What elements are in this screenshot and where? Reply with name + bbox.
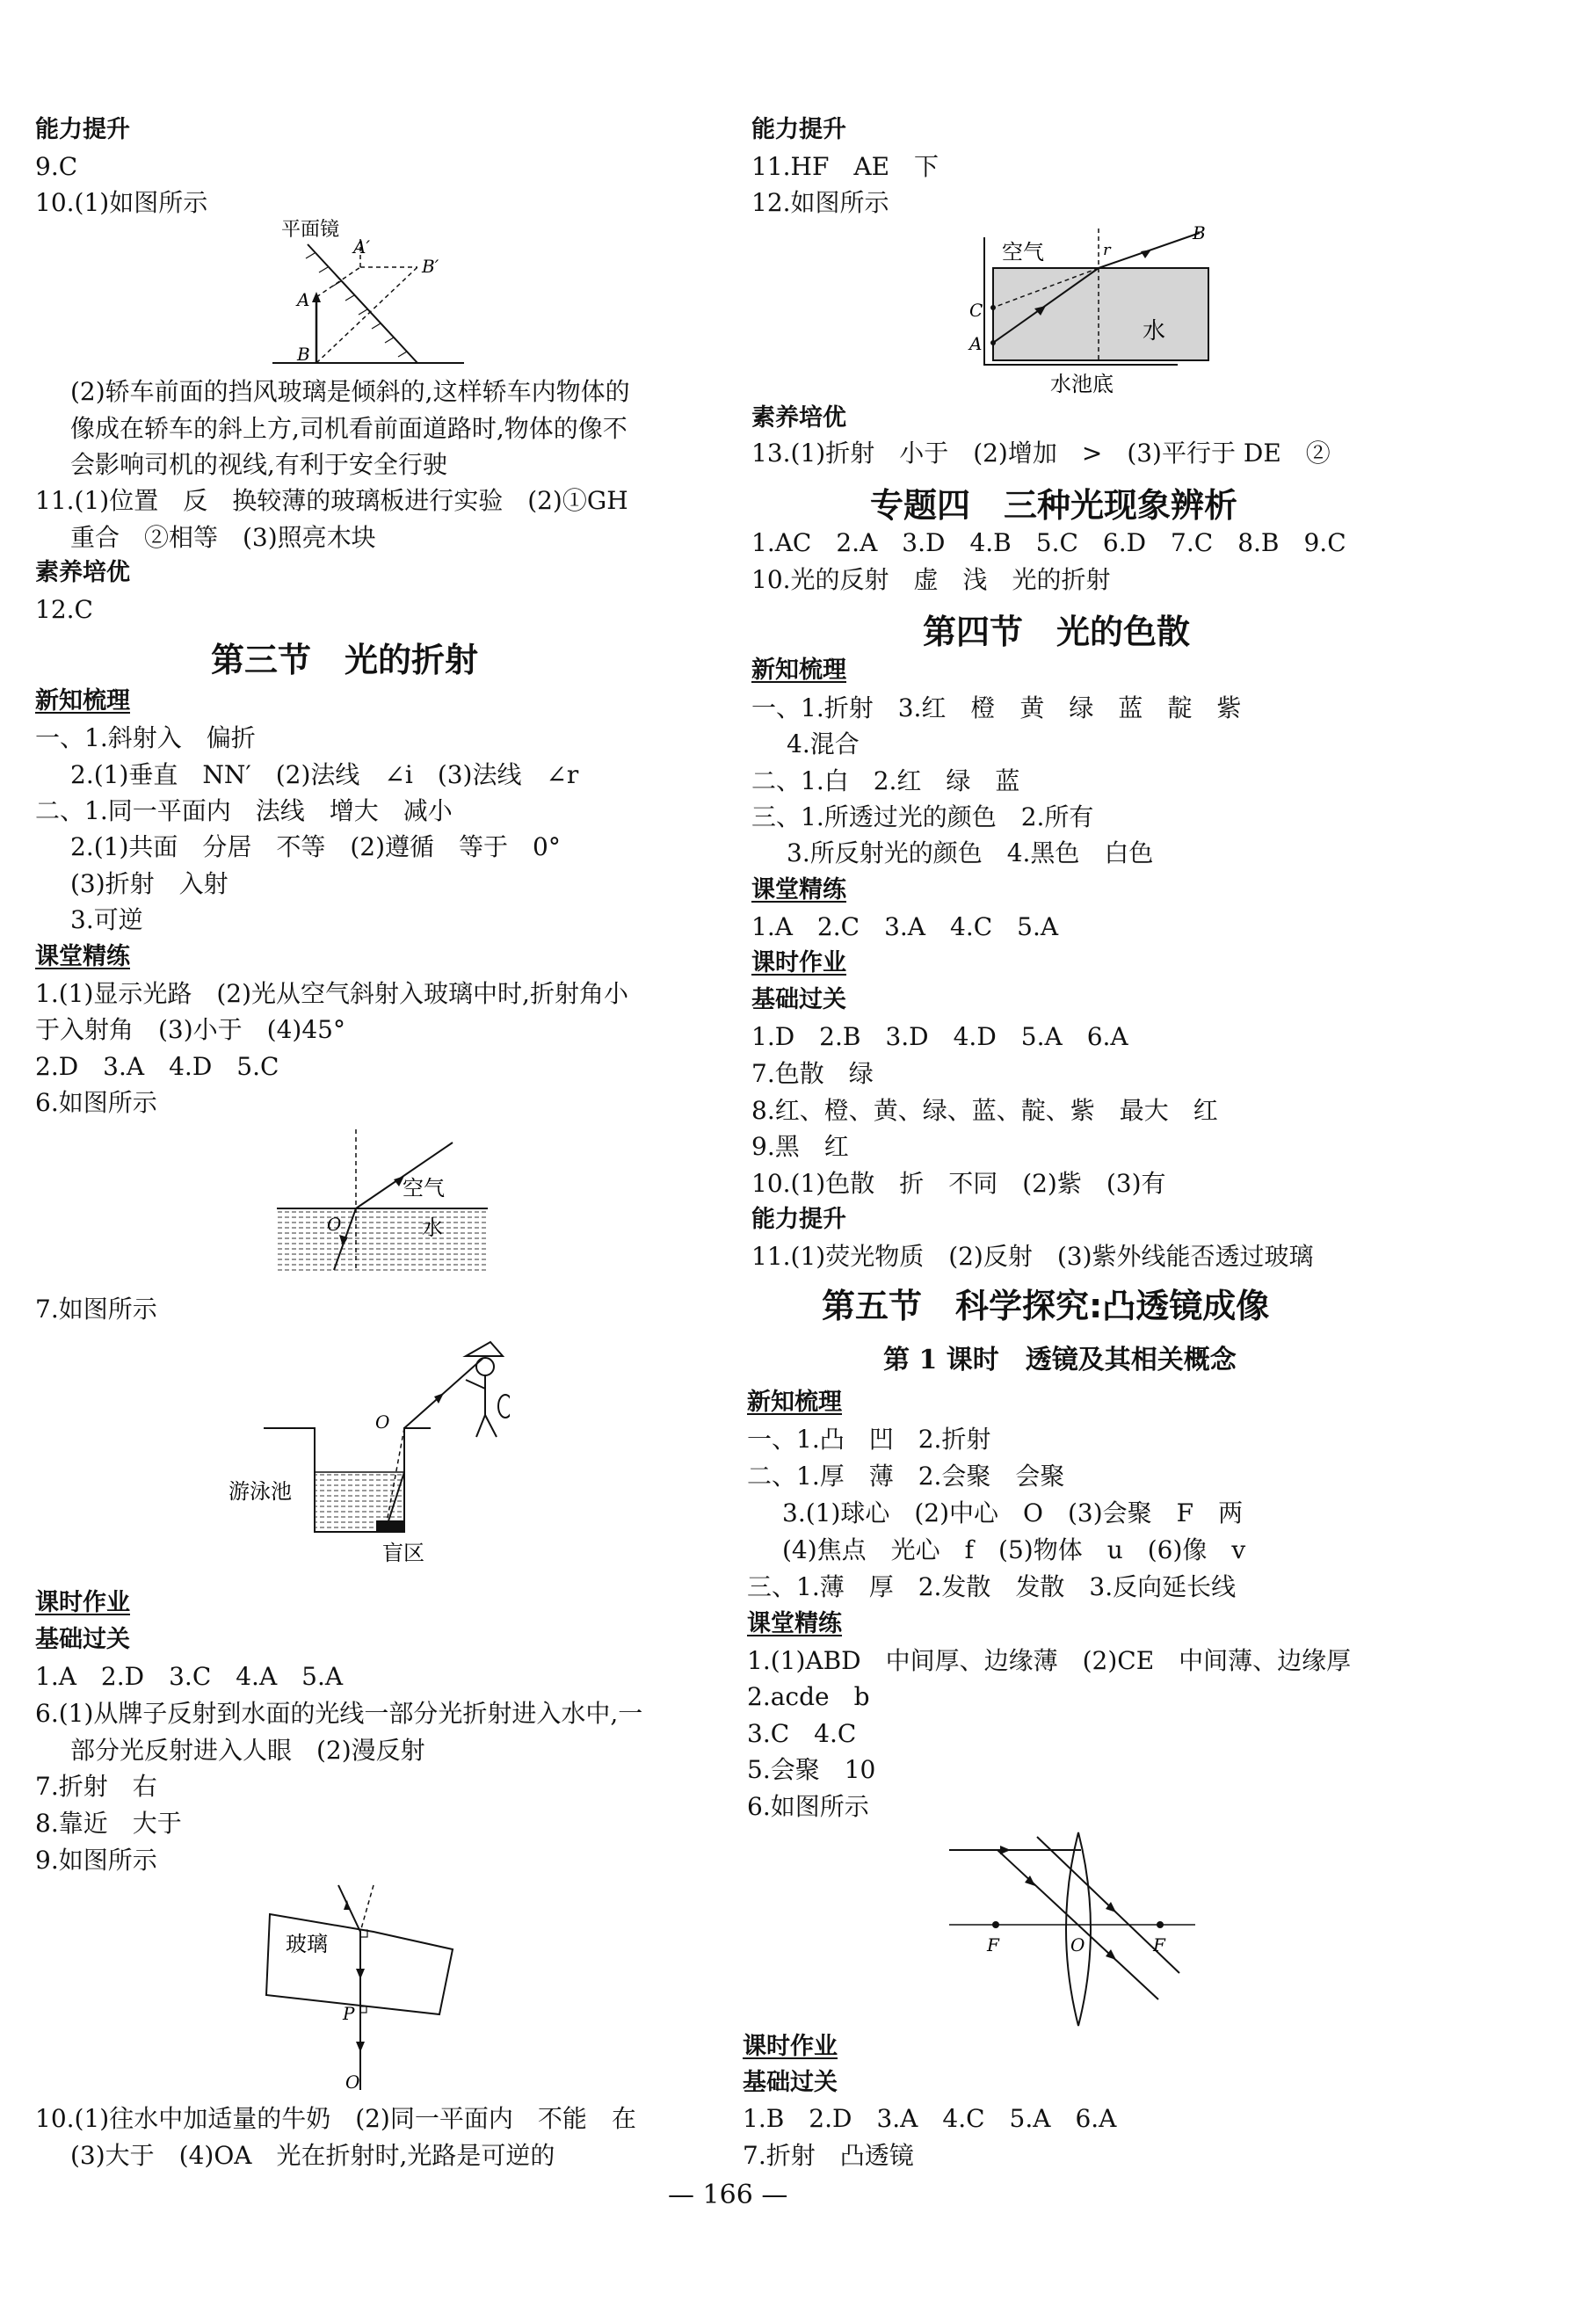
refraction-diagram xyxy=(264,1125,501,1274)
air-label: 空气 xyxy=(1002,240,1044,265)
answer-line: 10.光的反射 虚 浅 光的折射 xyxy=(751,565,1111,594)
b-prime-label: B′ xyxy=(422,256,439,277)
answer-line: 三、1.薄 厚 2.发散 发散 3.反向延长线 xyxy=(747,1572,1237,1601)
answer-line: 9.黑 红 xyxy=(751,1132,849,1161)
answer-line: 1.AC 2.A 3.D 4.B 5.C 6.D 7.C 8.B 9.C xyxy=(751,528,1346,557)
a-label: A xyxy=(969,333,983,354)
section-heading: 基础过关 xyxy=(743,2069,838,2096)
answer-line: 三、1.所透过光的颜色 2.所有 xyxy=(751,802,1094,831)
answer-line: 3.C 4.C xyxy=(747,1719,857,1748)
answer-line: 重合 ②相等 (3)照亮木块 xyxy=(70,523,376,552)
answer-line: 像成在轿车的斜上方,司机看前面道路时,物体的像不 xyxy=(70,414,628,443)
mirror-label: 平面镜 xyxy=(281,219,340,241)
section-heading: 基础过关 xyxy=(751,986,846,1013)
section-heading: 素养培优 xyxy=(751,404,846,432)
answer-line: 一、1.凸 凹 2.折射 xyxy=(747,1425,991,1454)
r-label: r xyxy=(1103,241,1111,259)
o-label: O xyxy=(1070,1934,1085,1955)
pool-bottom-label: 水池底 xyxy=(1050,372,1114,395)
answer-line: (3)折射 入射 xyxy=(70,869,229,898)
page-number: — 166 — xyxy=(668,2180,788,2210)
section-heading: 课堂精练 xyxy=(751,876,846,903)
water-tank-diagram xyxy=(962,220,1226,395)
section-heading: 课堂精练 xyxy=(747,1610,842,1637)
answer-line: 1.(1)显示光路 (2)光从空气斜射入玻璃中时,折射角小 xyxy=(35,979,628,1008)
answer-line: 7.色散 绿 xyxy=(751,1059,874,1088)
section-heading: 新知梳理 xyxy=(35,687,130,715)
section-heading: 课时作业 xyxy=(743,2033,838,2060)
answer-line: 2.acde b xyxy=(747,1682,870,1711)
answer-line: 13.(1)折射 小于 (2)增加 > (3)平行于 DE ② xyxy=(751,439,1331,468)
water-label: 水 xyxy=(422,1215,443,1240)
answer-line: 4.混合 xyxy=(787,729,860,758)
answer-line: 2.D 3.A 4.D 5.C xyxy=(35,1052,279,1081)
answer-line: 8.红、橙、黄、绿、蓝、靛、紫 最大 红 xyxy=(751,1096,1218,1125)
answer-line: 一、1.斜射入 偏折 xyxy=(35,723,256,752)
answer-line: 1.(1)ABD 中间厚、边缘薄 (2)CE 中间薄、边缘厚 xyxy=(747,1646,1352,1675)
section-heading: 课堂精练 xyxy=(35,943,130,970)
section-heading: 课时作业 xyxy=(35,1589,130,1616)
answer-line: 10.(1)色散 折 不同 (2)紫 (3)有 xyxy=(751,1169,1166,1198)
glass-label: 玻璃 xyxy=(286,1932,328,1956)
answer-line: 2.(1)共面 分居 不等 (2)遵循 等于 0° xyxy=(70,832,561,861)
section-title: 专题四 三种光现象辨析 xyxy=(870,486,1238,525)
answer-line: 3.可逆 xyxy=(70,905,143,934)
b-label: B xyxy=(297,344,310,365)
answer-line: 6.(1)从牌子反射到水面的光线一部分光折射进入水中,一 xyxy=(35,1699,643,1728)
section-title: 第三节 光的折射 xyxy=(211,641,479,679)
answer-line: (2)轿车前面的挡风玻璃是倾斜的,这样轿车内物体的 xyxy=(70,377,630,406)
answer-line: 7.折射 凸透镜 xyxy=(743,2141,914,2170)
pool-diagram xyxy=(229,1340,510,1569)
answer-line: 部分光反射进入人眼 (2)漫反射 xyxy=(70,1736,425,1765)
answer-line: 二、1.白 2.红 绿 蓝 xyxy=(751,766,1020,795)
answer-line: 6.如图所示 xyxy=(35,1088,157,1117)
section-heading: 基础过关 xyxy=(35,1626,130,1653)
pool-label: 游泳池 xyxy=(229,1479,292,1504)
section-heading: 能力提升 xyxy=(35,116,130,143)
section-heading: 能力提升 xyxy=(751,1206,846,1233)
o-label: O xyxy=(375,1411,390,1433)
c-label: C xyxy=(969,300,983,321)
f-left-label: F xyxy=(987,1934,999,1955)
mirror-diagram xyxy=(272,218,483,372)
answer-line: 11.(1)荧光物质 (2)反射 (3)紫外线能否透过玻璃 xyxy=(751,1242,1314,1271)
glass-prism-diagram xyxy=(259,1881,470,2092)
answer-line: 7.折射 右 xyxy=(35,1772,157,1801)
answer-line: 二、1.同一平面内 法线 增大 减小 xyxy=(35,796,453,825)
answer-line: 2.(1)垂直 NN′ (2)法线 ∠i (3)法线 ∠r xyxy=(70,760,579,789)
answer-line: 10.(1)往水中加适量的牛奶 (2)同一平面内 不能 在 xyxy=(35,2104,636,2133)
water-label: 水 xyxy=(1143,318,1166,345)
b-label: B xyxy=(1193,222,1206,243)
a-label: A xyxy=(297,289,310,310)
answer-line: 8.靠近 大于 xyxy=(35,1809,182,1838)
convex-lens-diagram xyxy=(949,1828,1204,2030)
a-prime-label: A′ xyxy=(353,236,370,258)
answer-line: 3.所反射光的颜色 4.黑色 白色 xyxy=(787,838,1154,867)
answer-line: 于入射角 (3)小于 (4)45° xyxy=(35,1015,345,1044)
answer-line: (4)焦点 光心 f (5)物体 u (6)像 v xyxy=(782,1535,1246,1564)
answer-line: 11.(1)位置 反 换较薄的玻璃板进行实验 (2)①GH xyxy=(35,486,628,515)
answer-line: 1.A 2.C 3.A 4.C 5.A xyxy=(751,912,1059,941)
section-title: 第五节 科学探究:凸透镜成像 xyxy=(822,1287,1270,1325)
answer-line: 1.A 2.D 3.C 4.A 5.A xyxy=(35,1662,344,1691)
section-title: 第四节 光的色散 xyxy=(923,613,1191,651)
answer-line: 9.C xyxy=(35,152,78,181)
answer-line: 一、1.折射 3.红 橙 黄 绿 蓝 靛 紫 xyxy=(751,693,1242,722)
air-label: 空气 xyxy=(403,1176,445,1201)
answer-line: 12.如图所示 xyxy=(751,188,889,217)
section-heading: 新知梳理 xyxy=(747,1389,842,1416)
lesson-subtitle: 第 1 课时 透镜及其相关概念 xyxy=(883,1345,1237,1375)
section-heading: 能力提升 xyxy=(751,116,846,143)
answer-line: 会影响司机的视线,有利于安全行驶 xyxy=(70,450,447,479)
o-label: O xyxy=(345,2071,360,2092)
answer-line: 3.(1)球心 (2)中心 O (3)会聚 F 两 xyxy=(782,1498,1244,1527)
answer-line: 10.(1)如图所示 xyxy=(35,188,208,217)
answer-line: 6.如图所示 xyxy=(747,1792,869,1821)
section-heading: 新知梳理 xyxy=(751,657,846,684)
blind-zone-label: 盲区 xyxy=(382,1541,424,1565)
f-right-label: F xyxy=(1153,1934,1165,1955)
answer-line: 1.B 2.D 3.A 4.C 5.A 6.A xyxy=(743,2104,1117,2133)
section-heading: 课时作业 xyxy=(751,949,846,976)
answer-line: 12.C xyxy=(35,595,93,624)
section-heading: 素养培优 xyxy=(35,559,130,586)
answer-line: 1.D 2.B 3.D 4.D 5.A 6.A xyxy=(751,1022,1128,1051)
p-label: P xyxy=(343,2003,355,2024)
answer-line: 11.HF AE 下 xyxy=(751,152,939,181)
o-label: O xyxy=(327,1214,342,1235)
answer-line: 9.如图所示 xyxy=(35,1846,157,1875)
answer-line: 5.会聚 10 xyxy=(747,1755,876,1784)
answer-line: (3)大于 (4)OA 光在折射时,光路是可逆的 xyxy=(70,2141,555,2170)
answer-line: 二、1.厚 薄 2.会聚 会聚 xyxy=(747,1462,1065,1491)
answer-line: 7.如图所示 xyxy=(35,1295,157,1324)
